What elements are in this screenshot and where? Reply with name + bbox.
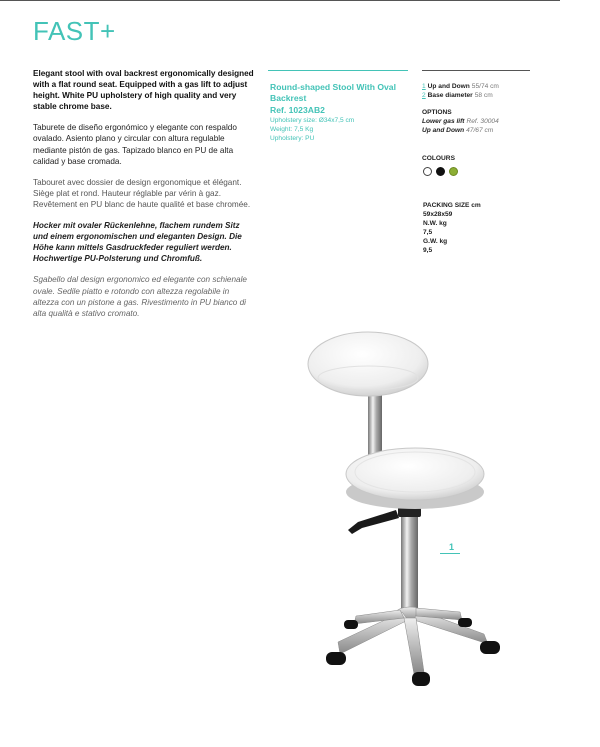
gross-weight-label: G.W. kg [423,238,448,245]
product-info [270,82,410,143]
colour-swatch-black[interactable] [436,167,445,176]
option-row [422,117,552,126]
product-weight: Weight: 7,5 Kg [270,126,314,133]
packing-title: PACKING SIZE cm [423,202,481,209]
option-value: 47/67 cm [466,127,494,134]
product-rule [268,70,408,71]
product-upholstery: Upholstery: PU [270,135,315,142]
backrest [308,332,428,396]
colour-swatch-green[interactable] [449,167,458,176]
base-leg [404,618,424,674]
product-name: Round-shaped Stool With Oval Backrest [270,82,396,103]
dimension-number: 2 [422,92,426,99]
dimension-row [422,82,552,91]
dimension-number: 1 [422,83,426,90]
net-weight: 7,5 [423,229,433,236]
gross-weight: 9,5 [423,247,433,254]
description-de: Hocker mit ovaler Rückenlehne, flachem rundem Sitz und einem ergonomischen und eleganten Design. Die Höhe kann mittels Gasdruckfeder reguliert werden. Hochwertige PU-Polsterung und Chromfuß. [33,221,242,264]
option-row [422,126,552,135]
option-label: Lower gas lift [422,118,465,125]
description-fr: Tabouret avec dossier de design ergonomique et élégant. Siège plat et rond. Hauteur réglable par vérin à gaz. Revêtement en PU blanc de haute qualité et base chromée. [33,177,251,209]
option-label: Up and Down [422,127,465,134]
packing-size: 59x28x59 [423,211,453,218]
backrest-bar [368,392,382,458]
dimension-value: 55/74 cm [471,83,499,90]
height-lever [348,510,399,534]
description-es: Taburete de diseño ergonómico y elegante con respaldo ovalado. Asiento plano y circular con altura regulable mediante pistón de gas. Tapizado blanco en PU de alta calidad y base cromada. [33,123,237,166]
dimension-row [422,91,552,100]
dimension-label: Up and Down [427,83,470,90]
stool-illustration [300,322,520,692]
callout-line [440,553,460,554]
specs-rule [422,70,530,71]
colour-swatches [423,167,458,176]
colour-swatch-white[interactable] [423,167,432,176]
packing-info [423,201,543,255]
specs-column [422,82,552,163]
dimension-label: Base diameter [427,92,473,99]
options-title: OPTIONS [422,109,452,116]
top-rule [0,0,560,1]
option-value: Ref. 30004 [466,118,499,125]
product-ref: Ref. 1023AB2 [270,105,325,115]
dimension-value: 58 cm [474,92,493,99]
page-title: FAST+ [33,16,116,46]
net-weight-label: N.W. kg [423,220,447,227]
dimension-callout: 1 [449,542,455,552]
description-column [33,68,255,329]
colours-title: COLOURS [422,155,455,162]
upholstery-size: Upholstery size: Ø34x7,5 cm [270,117,355,124]
description-en: Elegant stool with oval backrest ergonomically designed with a flat round seat. Equipped with a gas lift to adjust height. White PU upholstery of high quality and very stable chrome base. [33,69,254,112]
description-it: Sgabello dal design ergonomico ed elegante con schienale ovale. Sedile piatto e rotondo con altezza regolabile in altezza con un pistone a gas. Rivestimento in PU bianco di alta qualità e stativo cromato. [33,275,247,318]
